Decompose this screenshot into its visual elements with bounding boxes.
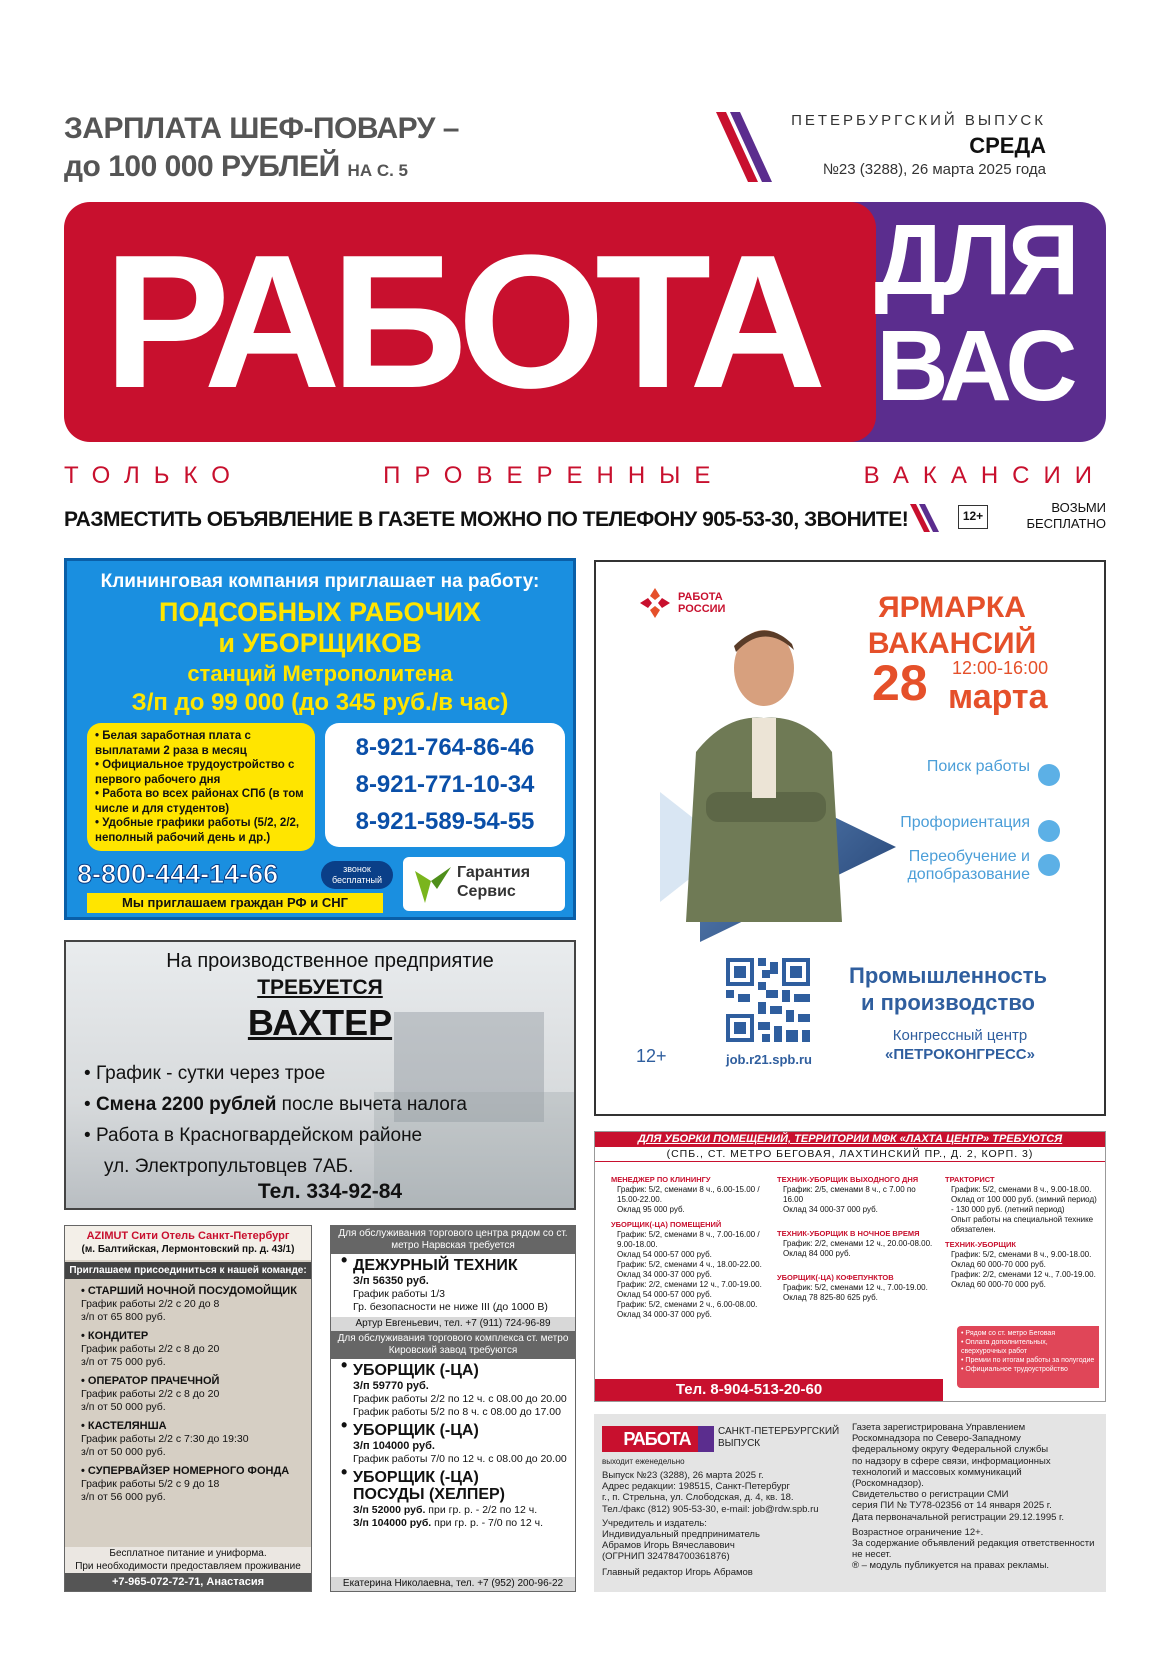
mall-contact-2[interactable]: Екатерина Николаевна, тел. +7 (952) 200-96-22 (331, 1577, 575, 1591)
watchman-address: ул. Электропультовцев 7АБ. (104, 1156, 354, 1177)
lakhta-banner: ДЛЯ УБОРКИ ПОМЕЩЕНИЙ, ТЕРРИТОРИИ МФК «ЛАХТА ЦЕНТР» ТРЕБУЮТСЯ (595, 1132, 1105, 1147)
lakhta-perks: • Рядом со ст. метро Беговая • Оплата дополнительных, сверхурочных работ • Премии по итогам работы за полугодие • Официальное трудоустройство (957, 1326, 1099, 1388)
hotel-job: • ОПЕРАТОР ПРАЧЕЧНОЙ График работы 2/2 с 8 до 20 з/п от 50 000 руб. (81, 1375, 220, 1413)
fair-month: марта (948, 678, 1048, 716)
tagline-word: ПРОВЕРЕННЫЕ (383, 462, 725, 489)
company-bird-icon (413, 863, 453, 905)
watchman-phone[interactable]: Тел. 334-92-84 (257, 1180, 403, 1203)
cleaning-bullets (87, 723, 315, 851)
imprint-box (594, 1414, 1106, 1592)
phone-number[interactable]: 8-921-771-10-34 (355, 771, 535, 798)
hotel-name: AZIMUT Сити Отель Санкт-Петербург (86, 1230, 290, 1242)
masthead-subtitle-1: ДЛЯ (874, 204, 1076, 316)
phone-number[interactable]: 8-921-589-54-55 (355, 808, 535, 835)
issue-number: №23 (3288), 26 марта 2025 года (822, 161, 1046, 178)
imprint-logo-accent (698, 1426, 714, 1452)
mall-service-ad[interactable] (330, 1225, 576, 1592)
job-item: • ДЕЖУРНЫЙ ТЕХНИК З/п 56350 руб. График работы 1/3 Гр. безопасности не ниже III (до 1000 В) (331, 1254, 575, 1314)
edition-label: ПЕТЕРБУРГСКИЙ ВЫПУСК (791, 112, 1046, 129)
service-icon (1038, 854, 1060, 876)
hotel-ad[interactable] (64, 1225, 312, 1592)
cleaning-head-3: станций Метрополитена (187, 661, 453, 686)
free-line-1: ВОЗЬМИ (1051, 500, 1106, 515)
hotel-job: • КОНДИТЕР График работы 2/2 с 8 до 20 з/п от 75 000 руб. (81, 1330, 220, 1368)
hotel-benefits: Бесплатное питание и униформа. При необходимости предоставляем проживание (65, 1547, 311, 1573)
watchman-required: ТРЕБУЕТСЯ (257, 976, 383, 999)
fair-service: Поиск работы (840, 758, 1060, 776)
cleaning-bullet: • Удобные графики работы (5/2, 2/2, неполный рабочий день и др.) (95, 817, 300, 844)
lakhta-phone[interactable]: Тел. 8-904-513-20-60 (595, 1379, 943, 1401)
issue-info (706, 112, 1046, 178)
watchman-intro: На производственное предприятие (166, 950, 494, 972)
advertise-phone-line[interactable]: РАЗМЕСТИТЬ ОБЪЯВЛЕНИЕ В ГАЗЕТЕ МОЖНО ПО ТЕЛЕФОНУ 905-53-30, ЗВОНИТЕ! (64, 508, 909, 531)
cleaning-phones (325, 723, 565, 847)
lakhta-cleaning-ad[interactable] (594, 1131, 1106, 1402)
promo-page-ref: НА С. 5 (347, 161, 409, 180)
fair-url[interactable]: job.r21.spb.ru (726, 1052, 812, 1067)
lakhta-column: МЕНЕДЖЕР ПО КЛИНИНГУ График: 5/2, сменами 8 ч., 6.00-15.00 / 15.00-22.00. Оклад 95 000 руб. УБОРЩИК(-ЦА) ПОМЕЩЕНИЙ График: 5/2, сменами 8 ч., 7.00-16.00 / 9.00-18.00. Оклад 54 000-57 000 руб. График: 5/2, сменами 4 ч., 18.00-22.00. Оклад 34 000-37 000 руб. График: 2/2, сменами 12 ч., 7.00-19.00. Оклад 54 000-57 000 руб. График: 5/2, сменами 2 ч., 6.00-08.00. Оклад 34 000-37 000 руб. (611, 1175, 762, 1319)
watchman-conditions (84, 1058, 467, 1182)
service-icon (1038, 764, 1060, 786)
cleaning-bullet: • Официальное трудоустройство с первого рабочего дня (95, 759, 295, 786)
cleaning-ad[interactable] (64, 558, 576, 920)
watchman-ad[interactable] (64, 940, 576, 1210)
hotel-address: (м. Балтийская, Лермонтовский пр. д. 43/1) (81, 1244, 295, 1255)
lakhta-location: (СПБ., СТ. МЕТРО БЕГОВАЯ, ЛАХТИНСКИЙ ПР., Д. 2, КОРП. 3) (595, 1147, 1105, 1162)
rabota-rossii-icon (640, 588, 670, 618)
condition-item: • Работа в Красногвардейском районе (84, 1120, 467, 1151)
company-name-1: Гарантия (457, 864, 531, 881)
company-name-2: Сервис (457, 883, 516, 900)
job-item: • УБОРЩИК (-ЦА) ПОСУДЫ (ХЕЛПЕР) З/п 52000 руб. при гр. р. - 2/2 по 12 ч. З/п 104000 руб. при гр. р. - 7/0 по 12 ч. (331, 1466, 575, 1530)
mall-bar-2: Для обслуживания торгового комплекса ст. метро Кировский завод требуются (331, 1331, 575, 1359)
free-phone-number[interactable]: 8-800-444-14-66 (77, 859, 279, 889)
citizens-note: Мы приглашаем граждан РФ и СНГ (87, 893, 383, 913)
watchman-title: ВАХТЕР (247, 1002, 393, 1043)
imprint-logo: РАБОТА (602, 1426, 712, 1452)
tagline (64, 462, 1106, 490)
service-icon (1038, 820, 1060, 842)
hotel-job: • СТАРШИЙ НОЧНОЙ ПОСУДОМОЙЩИК График работы 2/2 с 20 до 8 з/п от 65 800 руб. (81, 1285, 297, 1323)
mall-bar-1: Для обслуживания торгового центра рядом со ст. метро Нарвская требуется (331, 1226, 575, 1254)
fair-venue: Конгрессный центр «ПЕТРОКОНГРЕСС» (885, 1027, 1035, 1063)
cleaning-intro: Клининговая компания приглашает на работу: (100, 571, 540, 592)
imprint-frequency: выходит еженедельно (602, 1457, 685, 1466)
person-illustration (666, 622, 846, 922)
fair-time: 12:00-16:00 (952, 658, 1049, 678)
condition-item: • График - сутки через трое (84, 1058, 467, 1089)
free-copy-label (1008, 500, 1106, 532)
cleaning-bullet: • Работа во всех районах СПб (в том числе и для студентов) (95, 788, 304, 815)
stripes-small-icon (910, 504, 950, 532)
lakhta-column: ТРАКТОРИСТ График: 5/2, сменами 8 ч., 9.00-18.00. Оклад от 100 000 руб. (зимний период) - 130 000 руб. (летний период) Опыт работы на специальной технике обязателен. ТЕХНИК-УБОРЩИК График: 5/2, сменами 8 ч., 9.00-18.00. Оклад 60 000-70 000 руб. График: 2/2, сменами 12 ч., 7.00-19.00. Оклад 60 000-70 000 руб. (945, 1175, 1097, 1289)
hotel-job: • СУПЕРВАЙЗЕР НОМЕРНОГО ФОНДА График работы 5/2 с 9 до 18 з/п от 56 000 руб. (81, 1465, 290, 1503)
masthead-title[interactable]: РАБОТА (103, 216, 817, 428)
job-item: • УБОРЩИК (-ЦА) З/п 59770 руб. График работы 2/2 по 12 ч. с 08.00 до 20.00 График работы 5/2 по 8 ч. с 08.00 до 17.00 (331, 1359, 575, 1419)
hotel-job: • КАСТЕЛЯНША График работы 2/2 с 7:30 до 19:30 з/п от 50 000 руб. (81, 1420, 249, 1458)
tagline-word: ТОЛЬКО (64, 462, 244, 489)
mall-contact-1[interactable]: Артур Евгеньевич, тел. +7 (911) 724-96-89 (331, 1317, 575, 1331)
promo-line-1: ЗАРПЛАТА ШЕФ-ПОВАРУ – (64, 112, 459, 145)
fair-age: 12+ (636, 1046, 667, 1066)
imprint-publisher: Выпуск №23 (3288), 26 марта 2025 г. Адрес редакции: 198515, Санкт-Петербург г., п. Стрельна, ул. Слободская, д. 4, кв. 18. Тел./факс (812) 905-53-30, e-mail: job@rdw.spb.ru Учредитель и издатель: Индивидуальный предприниматель Абрамов Игорь Вячеславович (ОГРНИП 324784700361876) Главный редактор Игорь Абрамов (602, 1470, 819, 1578)
qr-code[interactable] (726, 958, 810, 1042)
cleaning-head-1: ПОДСОБНЫХ РАБОЧИХ (159, 597, 481, 627)
cleaning-bullet: • Белая заработная плата с выплатами 2 раза в месяц (95, 730, 251, 757)
hotel-phone[interactable]: +7-965-072-72-71, Анастасия (65, 1573, 311, 1591)
call-free-badge: звонок бесплатный (321, 861, 393, 889)
condition-item: • Смена 2200 рублей после вычета налога (84, 1089, 467, 1120)
age-rating-badge: 12+ (958, 505, 988, 529)
fair-service: Переобучение и допобразование (840, 848, 1060, 884)
tagline-word: ВАКАНСИИ (863, 462, 1106, 489)
masthead-subtitle-2: ВАС (876, 310, 1074, 422)
fair-title: ЯРМАРКА ВАКАНСИЙ (867, 591, 1037, 660)
weekday-label: СРЕДА (969, 133, 1046, 158)
fair-industry: Промышленность и производство (849, 963, 1047, 1015)
imprint-registration: Газета зарегистрирована Управлением Роскомнадзора по Северо-Западному федеральному округу Федеральной службы по надзору в сфере связи, информационных технологий и массовых коммуникаций (Роскомнадзор). Свидетельство о регистрации СМИ серия ПИ № ТУ78-02356 от 14 января 2025 г. Дата первоначальной регистрации 29.12.1995 г. Возрастное ограничение 12+. За содержание объявлений редакция ответственности не несет. ® – модуль публикуется на правах рекламы. (852, 1422, 1095, 1572)
lakhta-column: ТЕХНИК-УБОРЩИК ВЫХОДНОГО ДНЯ График: 2/5, сменами 8 ч., с 7.00 по 16.00 Оклад 34 000-37 000 руб. ТЕХНИК-УБОРЩИК В НОЧНОЕ ВРЕМЯ График: 2/2, сменами 12 ч., 20.00-08.00. Оклад 84 000 руб. УБОРЩИК(-ЦА) КОФЕПУНКТОВ График: 5/2, сменами 12 ч., 7.00-19.00. Оклад 78 825-80 625 руб. (777, 1175, 933, 1302)
hotel-invite: Приглашаем присоединиться к нашей команде: (65, 1262, 311, 1279)
hotel-header (65, 1226, 311, 1260)
company-logo (403, 857, 565, 911)
job-item: • УБОРЩИК (-ЦА) З/п 104000 руб. График работы 7/0 по 12 ч. с 08.00 до 20.00 (331, 1419, 575, 1466)
promo-headline[interactable] (64, 110, 534, 190)
job-fair-ad[interactable] (594, 560, 1106, 1116)
imprint-edition: САНКТ-ПЕТЕРБУРГСКИЙ ВЫПУСК (718, 1426, 840, 1449)
cleaning-headline (67, 597, 573, 659)
promo-line-2: до 100 000 РУБЛЕЙ (64, 150, 340, 183)
fair-day: 28 (872, 655, 928, 711)
fair-service: Профориентация (840, 814, 1060, 832)
phone-number[interactable]: 8-921-764-86-46 (355, 734, 535, 761)
free-line-2: БЕСПЛАТНО (1026, 516, 1106, 531)
cleaning-pay: З/п до 99 000 (до 345 руб./в час) (131, 689, 509, 716)
cleaning-head-2: и УБОРЩИКОВ (218, 628, 422, 658)
rabota-rossii-logo: РАБОТА РОССИИ (640, 588, 725, 618)
